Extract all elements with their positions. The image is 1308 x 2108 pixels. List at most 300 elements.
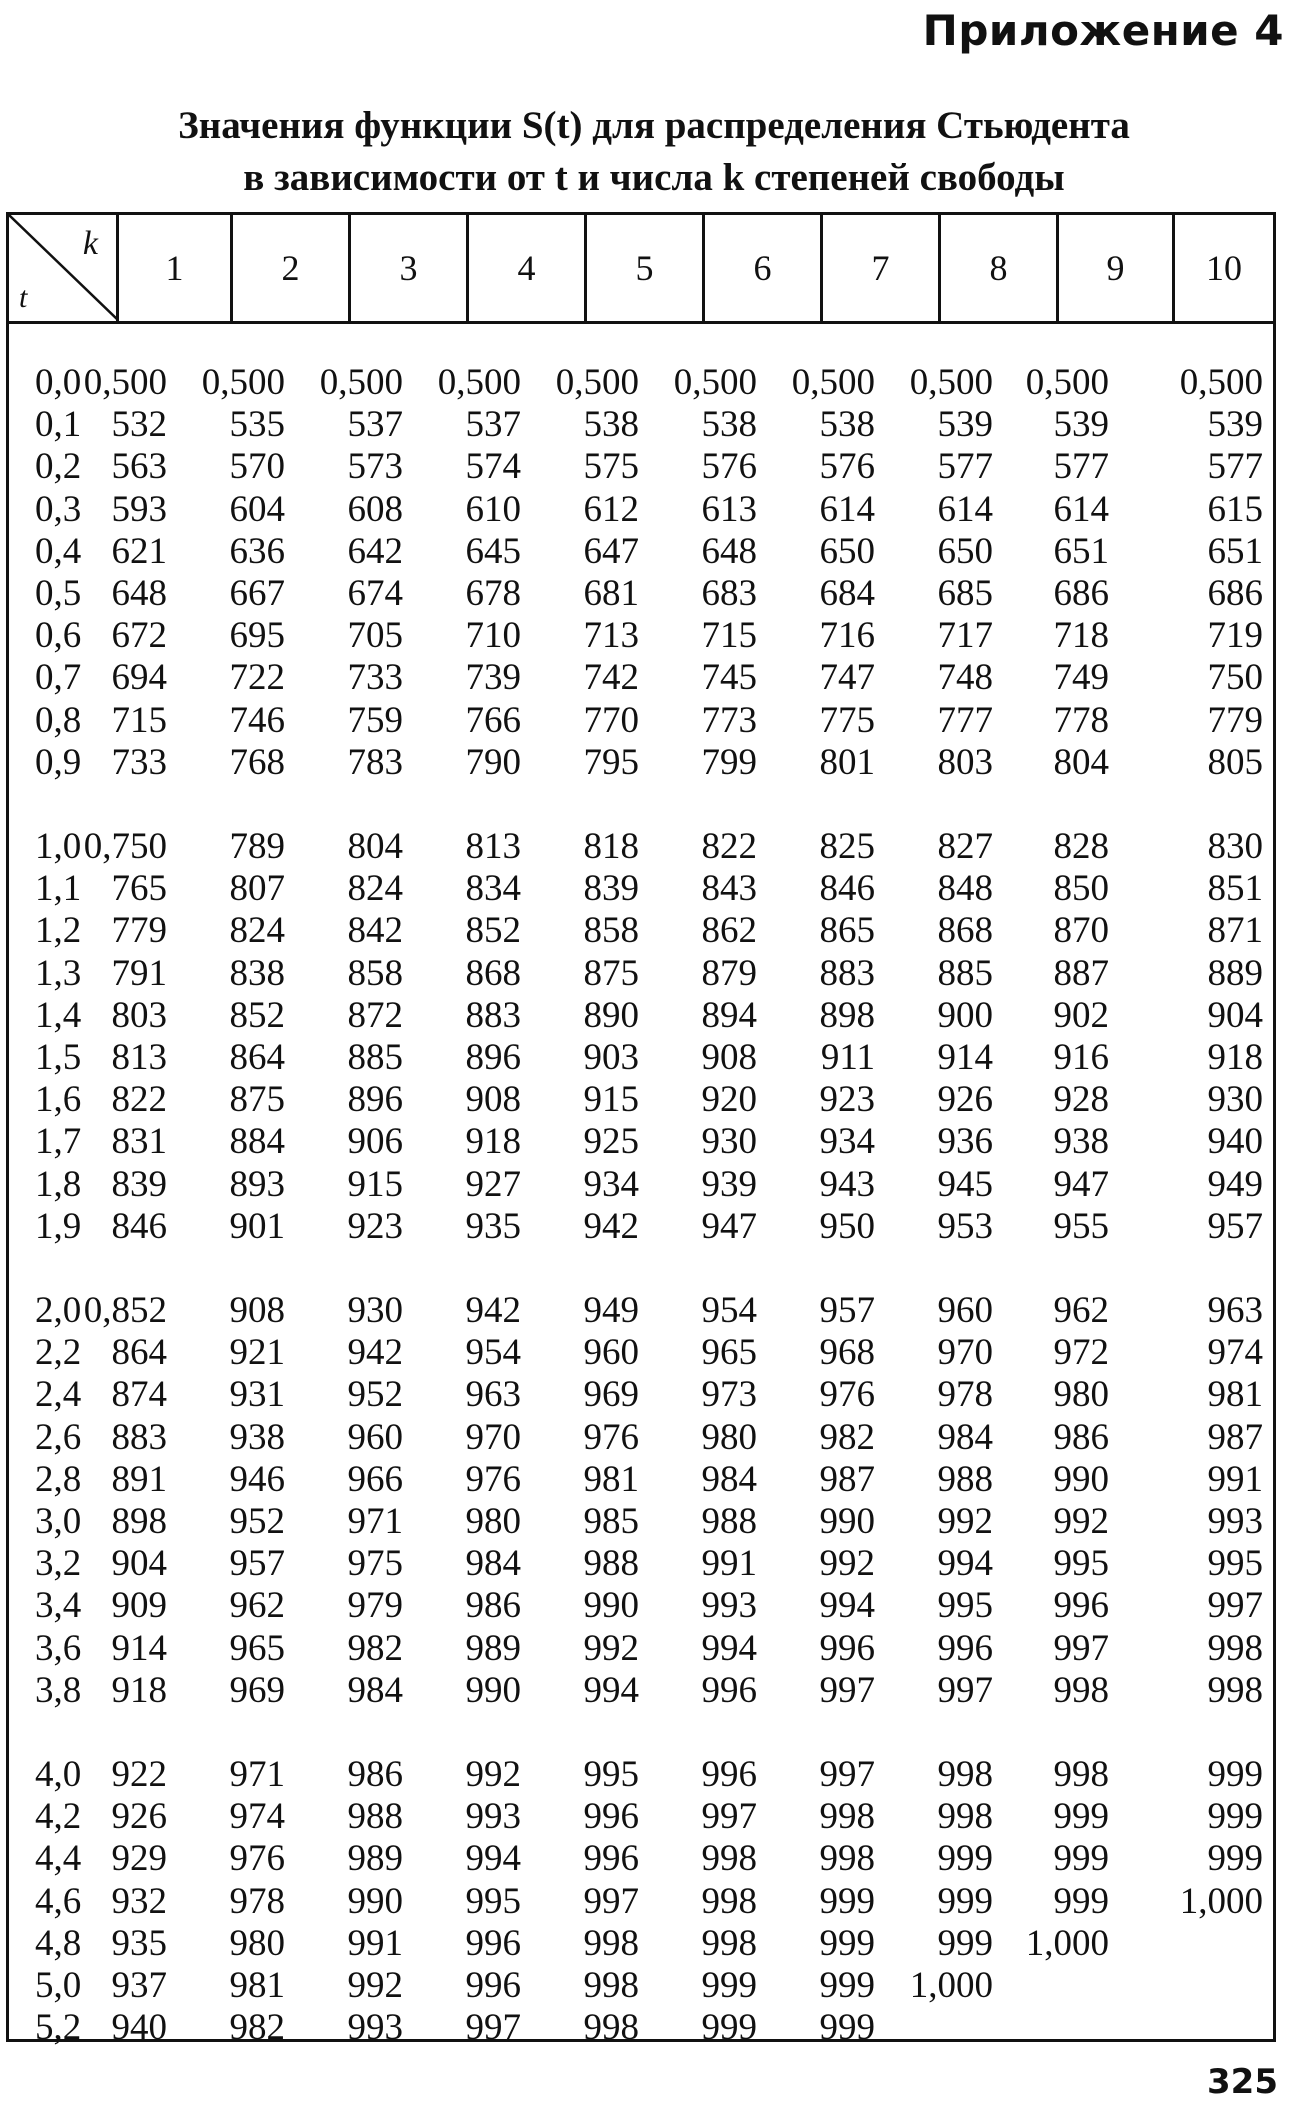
value-cell: 686 [1053,573,1109,614]
value-cell: 890 [583,995,639,1036]
table-row [9,910,1273,952]
value-cell: 971 [229,1754,285,1795]
value-cell: 779 [1207,700,1263,741]
value-cell: 614 [819,489,875,530]
value-cell: 960 [583,1332,639,1373]
value-cell: 978 [229,1881,285,1922]
value-cell: 973 [701,1374,757,1415]
value-cell: 0,500 [83,362,167,403]
value-cell: 998 [1053,1754,1109,1795]
value-cell: 883 [819,953,875,994]
value-cell: 926 [937,1079,993,1120]
t-value: 3,8 [35,1670,82,1711]
value-cell: 999 [1053,1838,1109,1879]
value-cell: 577 [1053,446,1109,487]
value-cell: 804 [1053,742,1109,783]
value-cell: 922 [111,1754,167,1795]
value-cell: 898 [819,995,875,1036]
value-cell: 695 [229,615,285,656]
value-cell: 719 [1207,615,1263,656]
value-cell: 681 [583,573,639,614]
table-row [9,1543,1273,1585]
value-cell: 969 [229,1670,285,1711]
value-cell: 918 [1207,1037,1263,1078]
value-cell: 923 [347,1206,403,1247]
value-cell: 984 [937,1417,993,1458]
value-cell: 997 [819,1670,875,1711]
value-cell: 850 [1053,868,1109,909]
value-cell: 909 [111,1585,167,1626]
t-value: 0,4 [35,531,82,572]
value-cell: 995 [1207,1543,1263,1584]
value-cell: 539 [937,404,993,445]
value-cell: 0,500 [673,362,757,403]
value-cell: 962 [1053,1290,1109,1331]
table-row [9,826,1273,868]
value-cell: 843 [701,868,757,909]
value-cell: 805 [1207,742,1263,783]
value-cell: 954 [465,1332,521,1373]
value-cell: 994 [465,1838,521,1879]
value-cell: 993 [701,1585,757,1626]
value-cell: 871 [1207,910,1263,951]
value-cell: 645 [465,531,521,572]
value-cell: 930 [701,1121,757,1162]
value-cell: 842 [347,910,403,951]
value-cell: 576 [819,446,875,487]
value-cell: 995 [465,1881,521,1922]
value-cell: 872 [347,995,403,1036]
value-cell: 739 [465,657,521,698]
table-row [9,1121,1273,1163]
value-cell: 831 [111,1121,167,1162]
value-cell: 647 [583,531,639,572]
value-cell: 0,500 [555,362,639,403]
value-cell: 998 [583,2007,639,2048]
value-cell: 650 [819,531,875,572]
value-cell: 610 [465,489,521,530]
t-value: 4,2 [35,1796,82,1837]
value-cell: 865 [819,910,875,951]
table-row [9,700,1273,742]
value-cell: 949 [1207,1164,1263,1205]
value-cell: 994 [819,1585,875,1626]
value-cell: 862 [701,910,757,951]
value-cell: 980 [1053,1374,1109,1415]
value-cell: 938 [1053,1121,1109,1162]
value-cell: 935 [111,1923,167,1964]
value-cell: 614 [937,489,993,530]
table-row [9,1459,1273,1501]
value-cell: 636 [229,531,285,572]
value-cell: 667 [229,573,285,614]
value-cell: 883 [111,1417,167,1458]
value-cell: 996 [583,1796,639,1837]
value-cell: 963 [465,1374,521,1415]
value-cell: 968 [819,1332,875,1373]
value-cell: 995 [583,1754,639,1795]
value-cell: 914 [111,1628,167,1669]
value-cell: 988 [583,1543,639,1584]
t-value: 5,2 [35,2007,82,2048]
value-cell: 822 [111,1079,167,1120]
value-cell: 1,000 [1179,1881,1263,1922]
t-value: 1,1 [35,868,82,909]
value-cell: 999 [819,2007,875,2048]
value-cell: 945 [937,1164,993,1205]
value-cell: 0,500 [319,362,403,403]
value-cell: 992 [1053,1501,1109,1542]
value-cell: 966 [347,1459,403,1500]
value-cell: 747 [819,657,875,698]
t-value: 4,6 [35,1881,82,1922]
value-cell: 824 [347,868,403,909]
value-cell: 992 [819,1543,875,1584]
value-cell: 733 [347,657,403,698]
value-cell: 974 [1207,1332,1263,1373]
value-cell: 615 [1207,489,1263,530]
value-cell: 926 [111,1796,167,1837]
value-cell: 999 [701,2007,757,2048]
value-cell: 975 [347,1543,403,1584]
value-cell: 989 [465,1628,521,1669]
value-cell: 914 [937,1037,993,1078]
value-cell: 981 [229,1965,285,2006]
appendix-label: Приложение 4 [922,6,1284,55]
value-cell: 982 [819,1417,875,1458]
value-cell: 748 [937,657,993,698]
t-value: 2,0 [35,1290,82,1331]
value-cell: 804 [347,826,403,867]
value-cell: 971 [347,1501,403,1542]
value-cell: 908 [701,1037,757,1078]
k-header-cell: 6 [705,215,823,321]
value-cell: 982 [347,1628,403,1669]
value-cell: 957 [819,1290,875,1331]
t-value: 0,7 [35,657,82,698]
value-cell: 991 [347,1923,403,1964]
t-value: 0,0 [35,362,82,403]
value-cell: 998 [819,1838,875,1879]
value-cell: 887 [1053,953,1109,994]
value-cell: 875 [229,1079,285,1120]
table-row [9,2007,1273,2049]
value-cell: 998 [1207,1628,1263,1669]
value-cell: 996 [819,1628,875,1669]
value-cell: 999 [1207,1838,1263,1879]
value-cell: 827 [937,826,993,867]
value-cell: 799 [701,742,757,783]
value-cell: 997 [465,2007,521,2048]
value-cell: 563 [111,446,167,487]
table-row [9,995,1273,1037]
value-cell: 930 [347,1290,403,1331]
value-cell: 940 [1207,1121,1263,1162]
value-cell: 574 [465,446,521,487]
value-cell: 920 [701,1079,757,1120]
value-cell: 997 [937,1670,993,1711]
value-cell: 779 [111,910,167,951]
value-cell: 0,750 [83,826,167,867]
table-row [9,1374,1273,1416]
table-row [9,1332,1273,1374]
value-cell: 998 [583,1923,639,1964]
value-cell: 980 [465,1501,521,1542]
title-line-2: в зависимости от t и числа k степеней свободы [243,156,1065,199]
value-cell: 813 [111,1037,167,1078]
t-value: 2,8 [35,1459,82,1500]
value-cell: 0,500 [1179,362,1263,403]
value-cell: 678 [465,573,521,614]
value-cell: 970 [465,1417,521,1458]
value-cell: 745 [701,657,757,698]
table-row [9,742,1273,784]
value-cell: 990 [819,1501,875,1542]
table-row [9,573,1273,615]
value-cell: 930 [1207,1079,1263,1120]
value-cell: 999 [701,1965,757,2006]
value-cell: 684 [819,573,875,614]
t-value: 4,8 [35,1923,82,1964]
value-cell: 614 [1053,489,1109,530]
k-header-cell: 10 [1206,248,1242,288]
value-cell: 896 [347,1079,403,1120]
t-value: 1,4 [35,995,82,1036]
value-cell: 621 [111,531,167,572]
value-cell: 996 [701,1754,757,1795]
page-number: 325 [1207,2062,1278,2102]
value-cell: 995 [1053,1543,1109,1584]
value-cell: 894 [701,995,757,1036]
value-cell: 642 [347,531,403,572]
t-value: 1,3 [35,953,82,994]
t-value: 0,8 [35,700,82,741]
value-cell: 997 [1207,1585,1263,1626]
value-cell: 992 [937,1501,993,1542]
value-cell: 858 [347,953,403,994]
t-value: 1,2 [35,910,82,951]
k-header-cell: 7 [823,215,941,321]
value-cell: 997 [583,1881,639,1922]
value-cell: 824 [229,910,285,951]
table-row [9,1290,1273,1332]
table-row [9,657,1273,699]
value-cell: 789 [229,826,285,867]
value-cell: 997 [1053,1628,1109,1669]
value-cell: 539 [1053,404,1109,445]
value-cell: 992 [583,1628,639,1669]
value-cell: 976 [583,1417,639,1458]
value-cell: 963 [1207,1290,1263,1331]
value-cell: 573 [347,446,403,487]
value-cell: 904 [1207,995,1263,1036]
table-row [9,1881,1273,1923]
value-cell: 710 [465,615,521,656]
value-cell: 916 [1053,1037,1109,1078]
value-cell: 978 [937,1374,993,1415]
value-cell: 953 [937,1206,993,1247]
value-cell: 938 [229,1417,285,1458]
value-cell: 990 [583,1585,639,1626]
corner-t-label: t [19,281,28,314]
value-cell: 773 [701,700,757,741]
value-cell: 901 [229,1206,285,1247]
value-cell: 942 [465,1290,521,1331]
table-row [9,1206,1273,1248]
value-cell: 685 [937,573,993,614]
corner-k-label: k [82,225,98,262]
value-cell: 999 [1053,1796,1109,1837]
k-header-cell: 9 [1059,215,1175,321]
value-cell: 997 [701,1796,757,1837]
value-cell: 852 [465,910,521,951]
value-cell: 694 [111,657,167,698]
value-cell: 931 [229,1374,285,1415]
value-cell: 839 [111,1164,167,1205]
t-value: 3,6 [35,1628,82,1669]
value-cell: 915 [583,1079,639,1120]
value-cell: 818 [583,826,639,867]
student-distribution-table [6,212,1276,2048]
value-cell: 891 [111,1459,167,1500]
value-cell: 984 [465,1543,521,1584]
value-cell: 803 [937,742,993,783]
value-cell: 577 [937,446,993,487]
value-cell: 593 [111,489,167,530]
value-cell: 538 [701,404,757,445]
value-cell: 976 [465,1459,521,1500]
value-cell: 999 [937,1923,993,1964]
value-cell: 979 [347,1585,403,1626]
value-cell: 742 [583,657,639,698]
value-cell: 830 [1207,826,1263,867]
value-cell: 947 [701,1206,757,1247]
table-row [9,1965,1273,2007]
value-cell: 613 [701,489,757,530]
value-cell: 532 [111,404,167,445]
value-cell: 705 [347,615,403,656]
value-cell: 903 [583,1037,639,1078]
value-cell: 765 [111,868,167,909]
value-cell: 650 [937,531,993,572]
value-cell: 949 [583,1290,639,1331]
value-cell: 777 [937,700,993,741]
table-row [9,1923,1273,1965]
value-cell: 538 [583,404,639,445]
value-cell: 791 [111,953,167,994]
value-cell: 996 [465,1923,521,1964]
value-cell: 989 [347,1838,403,1879]
value-cell: 981 [1207,1374,1263,1415]
value-cell: 999 [937,1881,993,1922]
value-cell: 976 [819,1374,875,1415]
value-cell: 999 [819,1965,875,2006]
value-cell: 672 [111,615,167,656]
t-value: 2,4 [35,1374,82,1415]
value-cell: 783 [347,742,403,783]
value-cell: 885 [937,953,993,994]
value-cell: 998 [701,1881,757,1922]
t-value: 1,9 [35,1206,82,1247]
value-cell: 733 [111,742,167,783]
value-cell: 801 [819,742,875,783]
t-value: 4,4 [35,1838,82,1879]
table-row [9,1670,1273,1712]
value-cell: 974 [229,1796,285,1837]
value-cell: 883 [465,995,521,1036]
value-cell: 535 [229,404,285,445]
value-cell: 911 [820,1037,875,1078]
value-cell: 942 [347,1332,403,1373]
value-cell: 864 [111,1332,167,1373]
value-cell: 965 [229,1628,285,1669]
value-cell: 992 [347,1965,403,2006]
value-cell: 570 [229,446,285,487]
value-cell: 608 [347,489,403,530]
value-cell: 946 [229,1459,285,1500]
value-cell: 928 [1053,1079,1109,1120]
value-cell: 994 [701,1628,757,1669]
t-value: 3,2 [35,1543,82,1584]
t-value: 0,1 [35,404,82,445]
value-cell: 972 [1053,1332,1109,1373]
value-cell: 848 [937,868,993,909]
value-cell: 717 [937,615,993,656]
value-cell: 722 [229,657,285,698]
value-cell: 537 [347,404,403,445]
value-cell: 828 [1053,826,1109,867]
value-cell: 885 [347,1037,403,1078]
value-cell: 715 [111,700,167,741]
value-cell: 987 [819,1459,875,1500]
value-cell: 674 [347,573,403,614]
value-cell: 947 [1053,1164,1109,1205]
value-cell: 927 [465,1164,521,1205]
value-cell: 936 [937,1121,993,1162]
value-cell: 612 [583,489,639,530]
value-cell: 962 [229,1585,285,1626]
k-header-cell: 4 [469,215,587,321]
value-cell: 795 [583,742,639,783]
value-cell: 834 [465,868,521,909]
value-cell: 940 [111,2007,167,2048]
value-cell: 985 [583,1501,639,1542]
value-cell: 991 [701,1543,757,1584]
value-cell: 770 [583,700,639,741]
t-value: 0,9 [35,742,82,783]
k-header-cell: 8 [941,215,1059,321]
t-value: 1,5 [35,1037,82,1078]
value-cell: 868 [937,910,993,951]
t-value: 1,8 [35,1164,82,1205]
value-cell: 908 [465,1079,521,1120]
value-cell: 858 [583,910,639,951]
value-cell: 954 [701,1290,757,1331]
value-cell: 980 [229,1923,285,1964]
value-cell: 713 [583,615,639,656]
value-cell: 942 [583,1206,639,1247]
value-cell: 996 [937,1628,993,1669]
value-cell: 0,500 [201,362,285,403]
value-cell: 996 [701,1670,757,1711]
value-cell: 986 [347,1754,403,1795]
value-cell: 889 [1207,953,1263,994]
value-cell: 934 [819,1121,875,1162]
value-cell: 884 [229,1121,285,1162]
value-cell: 998 [1207,1670,1263,1711]
value-cell: 0,500 [791,362,875,403]
value-cell: 982 [229,2007,285,2048]
